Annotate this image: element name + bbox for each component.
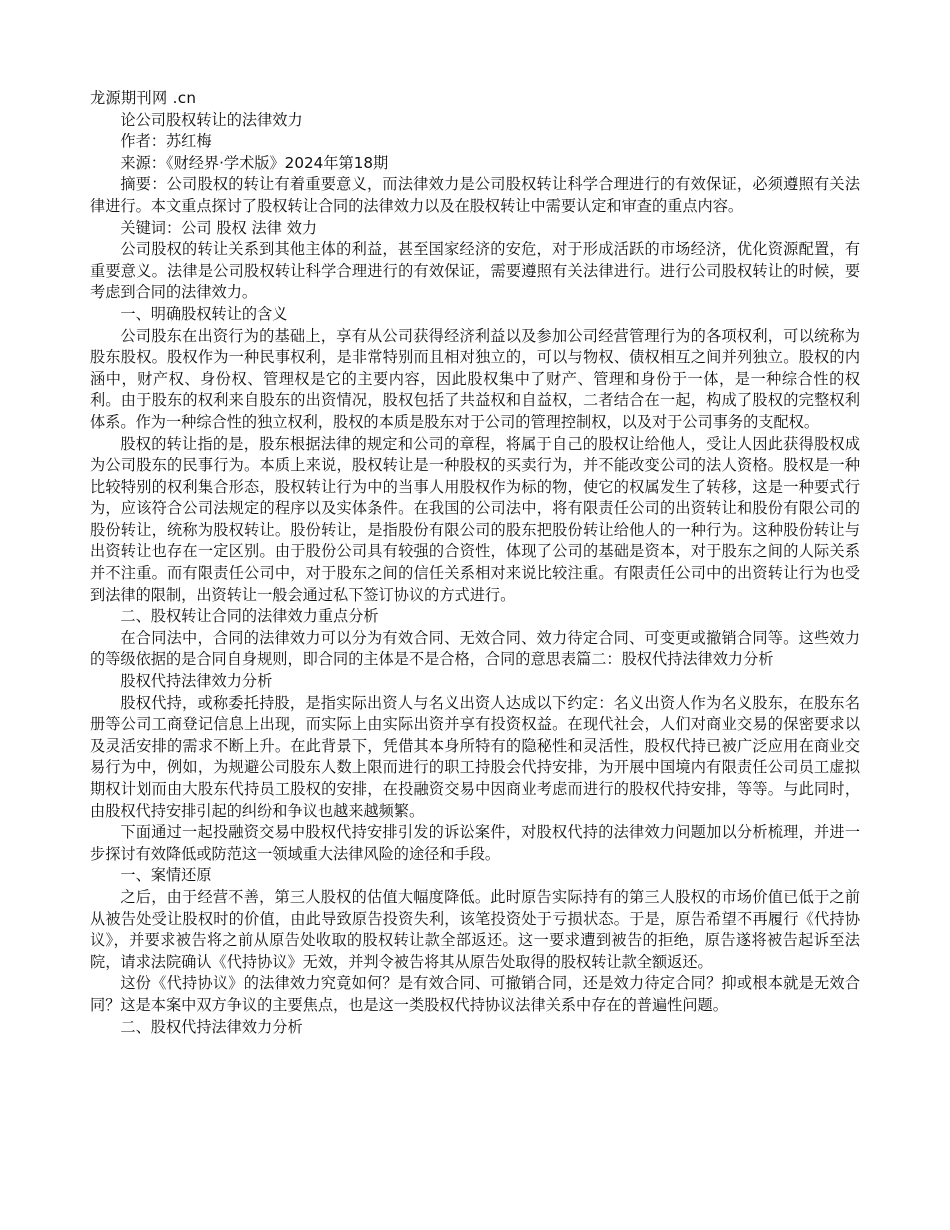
section-heading: 一、案情还原: [120, 866, 212, 885]
article-source: 来源：《财经界·学术版》2024年第18期: [120, 153, 389, 172]
article-author: 作者：苏红梅: [120, 132, 212, 151]
section-heading: 二、股权转让合同的法律效力重点分析: [120, 607, 379, 626]
section-heading: 股权代持法律效力分析: [120, 672, 273, 691]
body-paragraph: 之后，由于经营不善，第三人股权的估值大幅度降低。此时原告实际持有的第三人股权的市场价值已低于之前从被告处受让股权时的价值，由此导致原告投资失利，该笔投资处于亏损状态。于是，原告希望不再履行《代持协议》，并要求被告将之前从原告处收取的股权转让款全部返还。这一要求遭到被告的拒绝，原告遂将被告起诉至法院，请求法院确认《代持协议》无效，并判令被告将其从原告处取得的股权转让款全额返还。: [90, 887, 860, 971]
body-paragraph: 在合同法中，合同的法律效力可以分为有效合同、无效合同、效力待定合同、可变更或撤销合同等。这些效力的等级依据的是合同自身规则，即合同的主体是不是合格，合同的意思表篇二：股权代持法律效力分析: [90, 628, 860, 669]
body-paragraph: 这份《代持协议》的法律效力究竟如何？是有效合同、可撤销合同，还是效力待定合同？抑或根本就是无效合同？这是本案中双方争议的主要焦点，也是这一类股权代持协议法律关系中存在的普遍性问题。: [90, 974, 860, 1014]
article-title: 论公司股权转让的法律效力: [120, 110, 303, 129]
body-paragraph: 公司股权的转让关系到其他主体的利益，甚至国家经济的安危，对于形成活跃的市场经济，优化资源配置，有重要意义。法律是公司股权转让科学合理进行的有效保证，需要遵照有关法律进行。进行公司股权转让的时候，要考虑到合同的法律效力。: [90, 240, 860, 302]
article-abstract: 摘要：公司股权的转让有着重要意义，而法律效力是公司股权转让科学合理进行的有效保证，必须遵照有关法律进行。本文重点探讨了股权转让合同的法律效力以及在股权转让中需要认定和审查的重点内容。: [90, 175, 860, 215]
body-paragraph: 下面通过一起投融资交易中股权代持安排引发的诉讼案件，对股权代持的法律效力问题加以分析梳理，并进一步探讨有效降低或防范这一领域重大法律风险的途径和手段。: [90, 823, 860, 863]
body-paragraph: 股权的转让指的是，股东根据法律的规定和公司的章程，将属于自己的股权让给他人，受让人因此获得股权成为公司股东的民事行为。本质上来说，股权转让是一种股权的买卖行为，并不能改变公司的法人资格。股权是一种比较特别的权利集合形态，股权转让行为中的当事人用股权作为标的物，使它的权属发生了转移，这是一种要式行为，应该符合公司法规定的程序以及实体条件。在我国的公司法中，将有限责任公司的出资转让和股份有限公司的股份转让，统称为股权转让。股份转让，是指股份有限公司的股东把股份转让给他人的一种行为。这种股份转让与出资转让也存在一定区别。由于股份公司具有较强的合资性，体现了公司的基础是资本，对于股东之间的人际关系并不注重。而有限责任公司中，对于股东之间的信任关系相对来说比较注重。有限责任公司中的出资转让行为也受到法律的限制，出资转让一般会通过私下签订协议的方式进行。: [90, 434, 860, 604]
section-heading: 一、明确股权转让的含义: [120, 304, 288, 323]
body-paragraph: 股权代持，或称委托持股，是指实际出资人与名义出资人达成以下约定：名义出资人作为名义股东，在股东名册等公司工商登记信息上出现，而实际上由实际出资并享有投资权益。在现代社会，人们对商业交易的保密要求以及灵活安排的需求不断上升。在此背景下，凭借其本身所特有的隐秘性和灵活性，股权代持已被广泛应用在商业交易行为中，例如，为规避公司股东人数上限而进行的职工持股会代持安排，为开展中国境内有限责任公司员工虚拟期权计划而由大股东代持员工股权的安排，在投融资交易中因商业考虑而进行的股权代持安排，等等。与此同时，由股权代持安排引起的纠纷和争议也越来越频繁。: [90, 693, 860, 820]
article-keywords: 关键词：公司 股权 法律 效力: [120, 218, 318, 237]
section-heading: 二、股权代持法律效力分析: [120, 1017, 303, 1036]
site-header: 龙源期刊网 .cn: [90, 89, 197, 107]
body-paragraph: 公司股东在出资行为的基础上，享有从公司获得经济利益以及参加公司经营管理行为的各项权利，可以统称为股东股权。股权作为一种民事权利，是非常特别而且相对独立的，可以与物权、债权相互之间并列独立。股权的内涵中，财产权、身份权、管理权是它的主要内容，因此股权集中了财产、管理和身份于一体，是一种综合性的权利。由于股东的权利来自股东的出资情况，股权包括了共益权和自益权，二者结合在一起，构成了股权的完整权利体系。作为一种综合性的独立权利，股权的本质是股东对于公司的管理控制权，以及对于公司事务的支配权。: [90, 326, 860, 431]
